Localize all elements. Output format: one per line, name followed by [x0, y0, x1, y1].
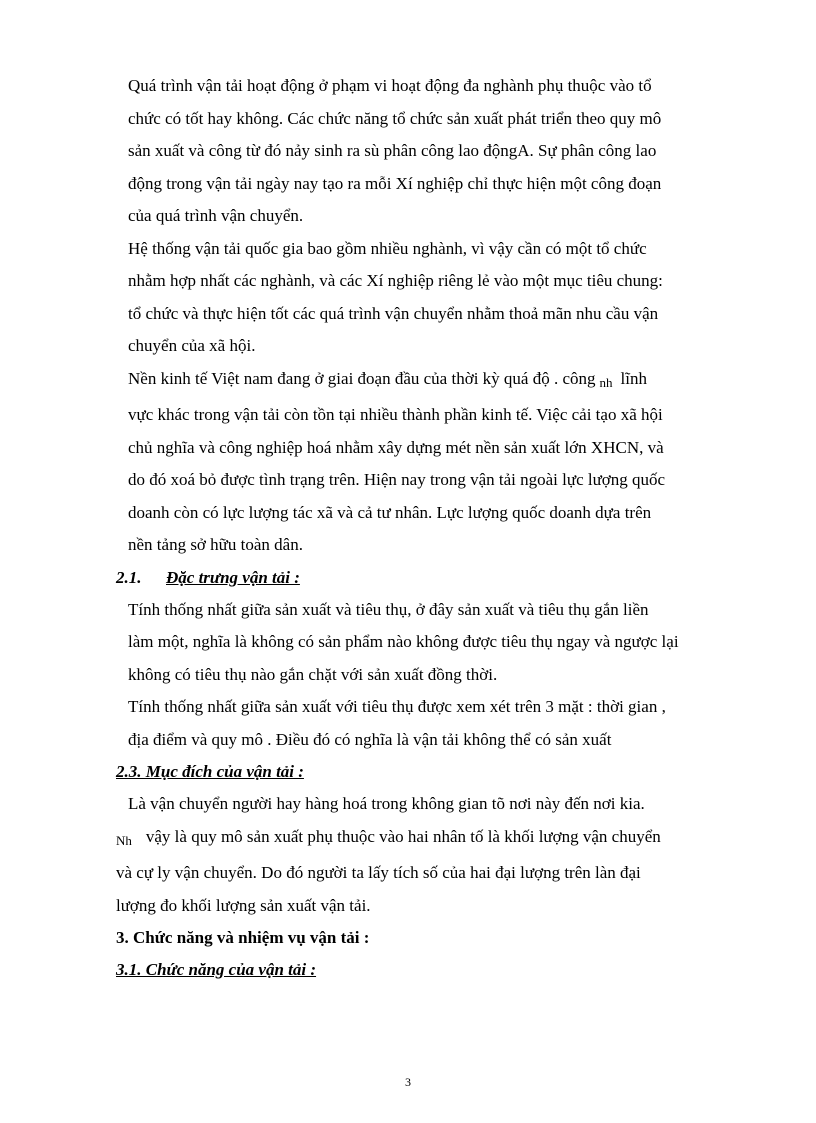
heading-title: 2.3. Mục đích của vận tải :: [116, 762, 304, 781]
text-line: nhằm hợp nhất các nghành, và các Xí nghiệp riêng lẻ vào một mục tiêu chung:: [128, 271, 663, 290]
heading-3-1: [116, 954, 740, 986]
heading-title: 3.1. Chức năng của vận tải :: [116, 960, 317, 979]
text-line: và cự ly vận chuyển. Do đó người ta lấy tích số của hai đại lượng trên làn đại: [116, 863, 641, 882]
text-line: Tính thống nhất giữa sản xuất với tiêu thụ được xem xét trên 3 mặt : thời gian ,: [128, 697, 666, 716]
text-line: lượng đo khối lượng sản xuất vận tải.: [116, 895, 371, 915]
text-line: động trong vận tải ngày nay tạo ra mỗi Xí nghiệp chỉ thực hiện một công đoạn: [128, 173, 662, 193]
text-line: chuyển của xã hội.: [128, 336, 256, 355]
heading-title: 3. Chức năng và nhiệm vụ vận tải :: [116, 928, 370, 947]
heading-number: 2.1.: [116, 567, 142, 587]
paragraph-2: [116, 233, 740, 363]
text-line: Quá trình vận tải hoạt động ở phạm vi hoạt động đa nghành phụ thuộc vào tổ: [128, 76, 652, 95]
text-line: chức có tốt hay không. Các chức năng tổ chức sản xuất phát triển theo quy mô: [128, 108, 662, 128]
text-fragment: lĩnh: [620, 368, 647, 388]
text-line: Hệ thống vận tải quốc gia bao gồm nhiều nghành, vì vậy cần có một tổ chức: [128, 238, 647, 258]
small-text-fragment: Nh: [116, 832, 132, 848]
paragraph-4: [116, 594, 740, 692]
heading-2-3: [116, 756, 740, 788]
text-line: doanh còn có lực lượng tác xã và cả tư nhân. Lực lượng quốc doanh dựa trên: [128, 502, 652, 522]
page-number: 3: [405, 1075, 411, 1089]
text-line: chủ nghĩa và công nghiệp hoá nhằm xây dựng mét nền sản xuất lớn XHCN, và: [128, 437, 664, 457]
text-line: của quá trình vận chuyển.: [128, 206, 304, 225]
text-line: vực khác trong vận tải còn tồn tại nhiều thành phần kinh tế. Việc cải tạo xã hội: [128, 405, 663, 424]
text-line: Tính thống nhất giữa sản xuất và tiêu thụ, ở đây sản xuất và tiêu thụ gắn liền: [128, 599, 649, 619]
paragraph-1: [116, 70, 740, 233]
paragraph-6: [116, 788, 740, 922]
text-line: Là vận chuyển người hay hàng hoá trong không gian tõ nơi này đến nơi kia.: [128, 794, 645, 813]
text-line: địa điểm và quy mô . Điều đó có nghĩa là vận tải không thể có sản xuất: [128, 729, 612, 749]
small-text-fragment: nh: [599, 374, 613, 390]
text-line: [116, 363, 740, 400]
paragraph-3: [116, 363, 740, 562]
text-fragment: Nền kinh tế Việt nam đang ở giai đoạn đầu của thời kỳ quá độ . công: [128, 368, 596, 388]
paragraph-5: [116, 691, 740, 756]
text-line: [116, 821, 740, 858]
heading-3: [116, 922, 740, 954]
text-line: không có tiêu thụ nào gắn chặt với sản xuất đồng thời.: [128, 664, 498, 684]
text-line: làm một, nghĩa là không có sản phẩm nào không được tiêu thụ ngay và ngược lại: [128, 632, 679, 651]
text-line: nền tảng sở hữu toàn dân.: [128, 535, 303, 554]
document-page: [116, 70, 740, 986]
heading-title: Đặc trưng vận tải :: [166, 567, 300, 587]
text-line: do đó xoá bỏ được tình trạng trên. Hiện nay trong vận tải ngoài lực lượng quốc: [128, 470, 666, 489]
text-line: sản xuất và công từ đó nảy sinh ra sù phân công lao độngA. Sự phân công lao: [128, 141, 657, 160]
heading-2-1: [116, 562, 740, 594]
text-line: tổ chức và thực hiện tốt các quá trình vận chuyển nhằm thoả mãn nhu cầu vận: [128, 303, 659, 323]
text-fragment: vậy là quy mô sản xuất phụ thuộc vào hai nhân tố là khối lượng vận chuyển: [145, 826, 661, 846]
